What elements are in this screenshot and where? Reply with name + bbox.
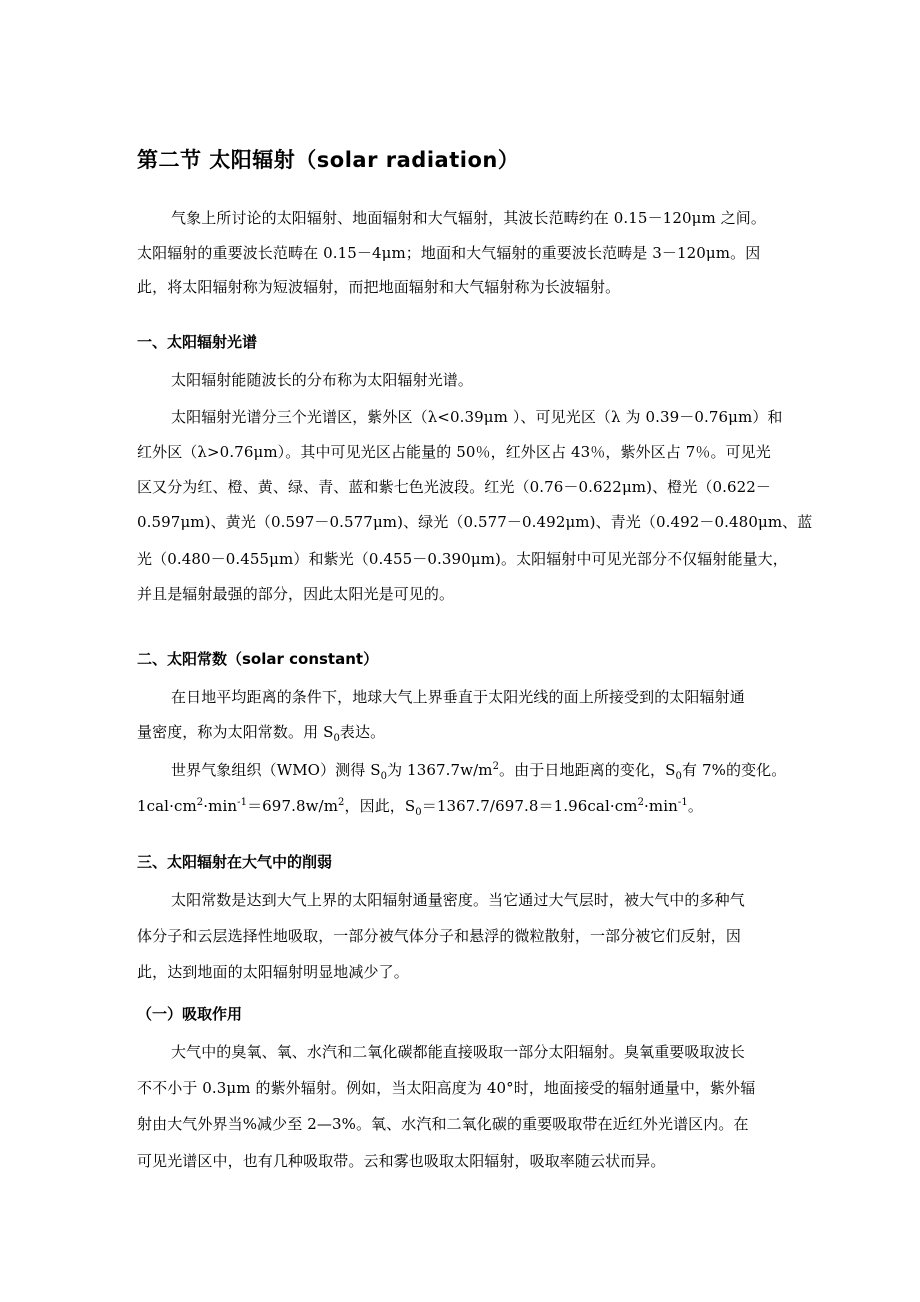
section-1-heading: 一、太阳辐射光谱: [137, 333, 258, 351]
section-3-subheading: （一）吸取作用: [137, 1005, 243, 1023]
section-3-para-2-line-3: 射由大气外界当%减少至 2—3%。氧、水汽和二氧化碳的重要吸取带在近红外光谱区内。在: [137, 1115, 749, 1133]
section-1-para-2-line-6: 并且是辐射最强的部分，因此太阳光是可见的。: [137, 585, 455, 603]
section-1-para-2-line-4: 0.597μm)、黄光（0.597－0.577μm)、绿光（0.577－0.492μm)、青光（0.492－0.480μm、蓝: [137, 513, 813, 531]
section-3-heading: 三、太阳辐射在大气中的削弱: [137, 853, 333, 871]
section-1-para-1: 太阳辐射能随波长的分布称为太阳辐射光谱。: [171, 371, 474, 389]
section-2-para-2-line-1: 世界气象组织（WMO）测得 $S_0$为 $1367.7w/m^2$。由于日地距离的变化，$S_0$有 7%的变化。: [171, 761, 787, 782]
section-1-para-2-line-1: 太阳辐射光谱分三个光谱区，紫外区（λ<0.39μm ）、可见光区（λ 为 0.39－0.76μm）和: [171, 408, 783, 426]
page-title: 第二节 太阳辐射（solar radiation）: [137, 148, 520, 172]
intro-line-3: 此，将太阳辐射称为短波辐射，而把地面辐射和大气辐射称为长波辐射。: [137, 278, 621, 296]
section-2-para-1-line-2: 量密度，称为太阳常数。用 $S_0$表达。: [137, 723, 386, 744]
intro-line-1: 气象上所讨论的太阳辐射、地面辐射和大气辐射，其波长范畴约在 0.15－120μm 之间。: [171, 209, 766, 227]
section-2-para-2-line-2: $1cal\cdot cm^2\cdot\min^{-1}=697.8w/m^2$，因此，$S_0=1367.7/697.8=1.96cal\cdot cm^2\cdot\min^{-1}$。: [137, 797, 703, 818]
section-1-para-2-line-2: 红外区（λ>0.76μm）。其中可见光区占能量的 50％，红外区占 43％，紫外区占 7％。可见光: [137, 443, 771, 461]
section-2-para-1-line-1: 在日地平均距离的条件下，地球大气上界垂直于太阳光线的面上所接受到的太阳辐射通: [171, 688, 745, 706]
section-3-para-1-line-1: 太阳常数是达到大气上界的太阳辐射通量密度。当它通过大气层时，被大气中的多种气: [171, 891, 745, 909]
section-2-heading: 二、太阳常数（solar constant）: [137, 650, 379, 668]
section-3-para-1-line-3: 此，达到地面的太阳辐射明显地减少了。: [137, 963, 409, 981]
intro-line-2: 太阳辐射的重要波长范畴在 0.15－4μm；地面和大气辐射的重要波长范畴是 3－120μm。因: [137, 244, 761, 262]
section-3-para-2-line-4: 可见光谱区中，也有几种吸取带。云和雾也吸取太阳辐射，吸取率随云状而异。: [137, 1152, 666, 1170]
section-3-para-2-line-1: 大气中的臭氧、氧、水汽和二氧化碳都能直接吸取一部分太阳辐射。臭氧重要吸取波长: [171, 1043, 745, 1061]
section-3-para-1-line-2: 体分子和云层选择性地吸取，一部分被气体分子和悬浮的微粒散射，一部分被它们反射，因: [137, 927, 742, 945]
section-3-para-2-line-2: 不不小于 0.3μm 的紫外辐射。例如，当太阳高度为 40°时，地面接受的辐射通量中，紫外辐: [137, 1079, 756, 1097]
section-1-para-2-line-5: 光（0.480－0.455μm）和紫光（0.455－0.390μm)。太阳辐射中可见光部分不仅辐射能量大，: [137, 550, 788, 568]
section-1-para-2-line-3: 区又分为红、橙、黄、绿、青、蓝和紫七色光波段。红光（0.76－0.622μm)、橙光（0.622－: [137, 478, 772, 496]
